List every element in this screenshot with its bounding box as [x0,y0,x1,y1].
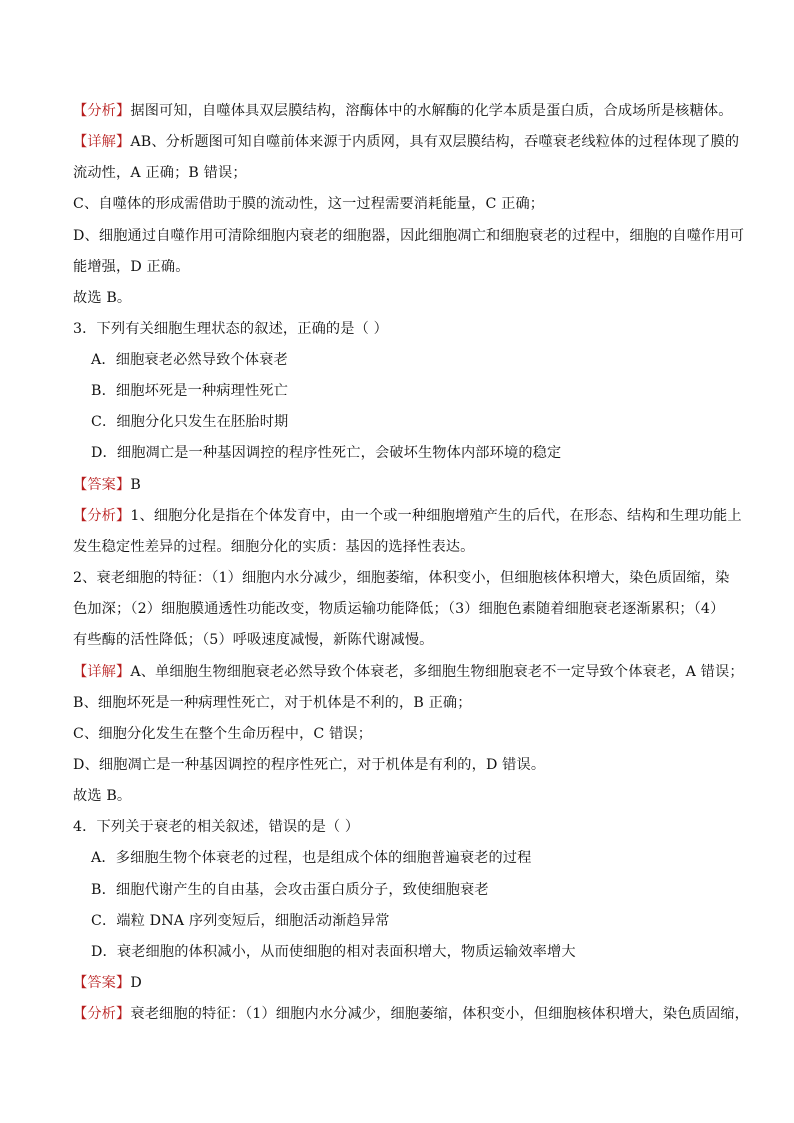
line-text: 流动性，A 正确；B 错误； [73,165,247,181]
text-line [73,630,733,650]
line-text: A、单细胞生物细胞衰老必然导致个体衰老，多细胞生物细胞衰老不一定导致个体衰老，A 错误； [130,664,744,680]
text-line [73,163,733,183]
text-line [73,257,733,277]
line-text: D、细胞凋亡是一种基因调控的程序性死亡，对于机体是有利的，D 错误。 [73,757,546,773]
line-text: D、细胞通过自噬作用可清除细胞内衰老的细胞器，因此细胞凋亡和细胞衰老的过程中，细胞的自噬作用可 [73,228,745,244]
text-line [73,194,733,214]
line-text: 1、细胞分化是指在个体发育中，由一个或一种细胞增殖产生的后代，在形态、结构和生理功能上 [130,508,742,524]
line-text: 有些酶的活性降低；（5）呼吸速度减慢，新陈代谢减慢。 [73,632,434,648]
line-text: C．细胞分化只发生在胚胎时期 [91,414,289,430]
explanation-paragraph [73,132,740,152]
line-text: 3．下列有关细胞生理状态的叙述，正确的是（ ） [73,321,388,337]
question-3-option-b [91,381,751,401]
text-line [73,226,745,246]
answer-line [73,973,733,993]
line-text: B [130,477,141,493]
question-3-option-c [91,412,751,432]
line-text: A．细胞衰老必然导致个体衰老 [91,352,288,368]
question-4-option-a [91,848,751,868]
analysis-paragraph [73,101,733,121]
line-text: 衰老细胞的特征：（1）细胞内水分减少，细胞萎缩，体积变小，但细胞核体积增大，染色质固缩， [130,1006,749,1022]
text-line [73,599,733,619]
answer-line [73,475,733,495]
text-line [73,537,733,557]
line-text: 发生稳定性差异的过程。细胞分化的实质：基因的选择性表达。 [73,539,475,555]
line-text: 故选 B。 [73,788,132,804]
conclusion-line [73,288,733,308]
question-4-option-b [91,880,751,900]
question-3-option-d [91,443,751,463]
line-text: B．细胞坏死是一种病理性死亡 [91,383,288,399]
text-line [73,693,733,713]
text-line [73,724,733,744]
conclusion-line [73,786,733,806]
line-text: B、细胞坏死是一种病理性死亡，对于机体是不利的，B 正确； [73,695,472,711]
question-4-option-c [91,911,751,931]
line-text: B．细胞代谢产生的自由基，会攻击蛋白质分子，致使细胞衰老 [91,882,489,898]
text-line [73,755,733,775]
analysis-tag: 【分析】 [73,1006,131,1022]
line-text: 故选 B。 [73,290,132,306]
line-text: 据图可知，自噬体具双层膜结构，溶酶体中的水解酶的化学本质是蛋白质，合成场所是核糖体。 [130,103,733,119]
explanation-tag: 【详解】 [73,664,131,680]
line-text: C、细胞分化发生在整个生命历程中，C 错误； [73,726,373,742]
line-text: AB、分析题图可知自噬前体来源于内质网，具有双层膜结构，吞噬衰老线粒体的过程体现了膜的 [130,134,740,150]
explanation-paragraph [73,662,744,682]
analysis-paragraph [73,1004,749,1024]
answer-tag: 【答案】 [73,477,131,493]
analysis-paragraph [73,506,742,526]
question-4-option-d [91,942,751,962]
analysis-tag: 【分析】 [73,508,131,524]
line-text: C．端粒 DNA 序列变短后，细胞活动渐趋异常 [91,913,390,929]
explanation-tag: 【详解】 [73,134,131,150]
answer-tag: 【答案】 [73,975,131,991]
line-text: 4．下列关于衰老的相关叙述，错误的是（ ） [73,819,360,835]
question-3-stem [73,319,733,339]
question-4-stem [73,817,733,837]
line-text: 色加深；（2）细胞膜通透性功能改变，物质运输功能降低；（3）细胞色素随着细胞衰老逐渐累积；（4） [73,601,725,617]
line-text: D．衰老细胞的体积减小，从而使细胞的相对表面积增大，物质运输效率增大 [91,944,576,960]
line-text: C、自噬体的形成需借助于膜的流动性，这一过程需要消耗能量，C 正确； [73,196,545,212]
question-3-option-a [91,350,751,370]
line-text: D．细胞凋亡是一种基因调控的程序性死亡，会破坏生物体内部环境的稳定 [91,445,562,461]
line-text: 能增强，D 正确。 [73,259,190,275]
line-text: 2、衰老细胞的特征：（1）细胞内水分减少，细胞萎缩，体积变小，但细胞核体积增大，染色质固缩，染 [73,570,730,586]
line-text: A．多细胞生物个体衰老的过程，也是组成个体的细胞普遍衰老的过程 [91,850,532,866]
text-line [73,568,733,588]
line-text: D [130,975,142,991]
analysis-tag: 【分析】 [73,103,131,119]
